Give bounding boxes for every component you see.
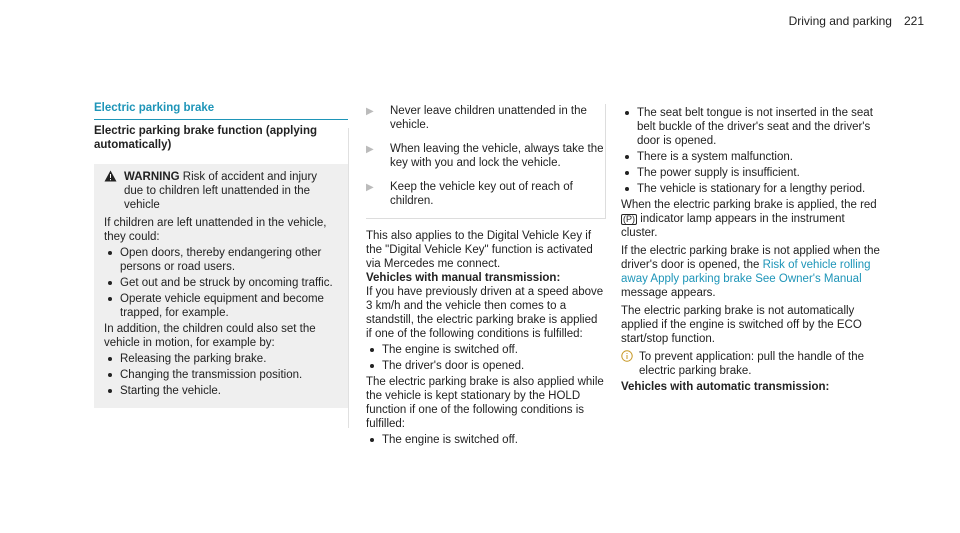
warning-box xyxy=(94,164,348,408)
warning-list-2 xyxy=(104,352,338,398)
text: indicator lamp appears in the instrument cluster. xyxy=(621,213,845,239)
step-text: Keep the vehicle key out of reach of children. xyxy=(390,181,573,207)
paragraph: The electric parking brake is also applied while the vehicle is kept stationary by the HOLD function if one of the following conditions is fulfilled: xyxy=(366,376,604,430)
list-item: The driver's door is opened. xyxy=(366,359,606,373)
warning-intro: If children are left unattended in the vehicle, they could: xyxy=(104,217,327,243)
text: When the electric parking brake is applied, the red xyxy=(621,199,877,211)
display-message-text: Risk of vehicle rolling away Apply parking brake See Owner's Manual xyxy=(621,259,871,285)
text: If the electric parking brake is not applied when the driver's door is opened, the xyxy=(621,245,880,271)
section-title: Electric parking brake xyxy=(94,102,215,114)
list-item: Open doors, thereby endangering other persons or road users. xyxy=(104,246,338,274)
subheading: Electric parking brake function (applying automatically) xyxy=(94,125,318,151)
list-item: The seat belt tongue is not inserted in the seat belt buckle of the driver's seat and the driver's door is opened. xyxy=(621,106,883,148)
list-item: The engine is switched off. xyxy=(366,343,606,357)
column-divider xyxy=(348,128,349,428)
step-text: When leaving the vehicle, always take the key with you and lock the vehicle. xyxy=(390,143,604,169)
list-item: Get out and be struck by oncoming traffic. xyxy=(104,276,338,290)
warning-label: WARNING xyxy=(124,171,180,183)
step-arrow-icon: ▶ xyxy=(366,106,374,117)
warning-text: Risk of accident and injury due to children left unattended in the vehicle xyxy=(124,171,318,211)
paragraph: This also applies to the Digital Vehicle Key if the "Digital Vehicle Key" function is activated via Mercedes me connect. xyxy=(366,230,593,270)
warning-triangle-icon xyxy=(104,170,124,186)
list-item: The power supply is insufficient. xyxy=(621,166,883,180)
column-3 xyxy=(621,104,883,394)
paragraph xyxy=(621,244,883,300)
page-header xyxy=(789,14,924,28)
warning-heading xyxy=(124,170,338,212)
list-item: Starting the vehicle. xyxy=(104,384,338,398)
paragraph: The electric parking brake is not automatically applied if the engine is switched off by the ECO start/stop function. xyxy=(621,305,862,345)
paragraph xyxy=(621,198,883,240)
list-item: There is a system malfunction. xyxy=(621,150,883,164)
text: message appears. xyxy=(621,287,716,299)
bold-heading: Vehicles with automatic transmission: xyxy=(621,381,830,393)
step-arrow-icon: ▶ xyxy=(366,144,374,155)
conditions-list xyxy=(621,106,883,196)
warning-para-2: In addition, the children could also set the vehicle in motion, for example by: xyxy=(104,323,316,349)
list-item: Operate vehicle equipment and become trapped, for example. xyxy=(104,292,338,320)
list-item: The vehicle is stationary for a lengthy period. xyxy=(621,182,883,196)
parking-brake-icon: (P) xyxy=(623,214,635,224)
column-1 xyxy=(94,120,348,408)
list-item: The engine is switched off. xyxy=(366,433,606,447)
warning-list-1 xyxy=(104,246,338,320)
paragraph: If you have previously driven at a speed above 3 km/h and the vehicle then comes to a standstill, the electric parking brake is applied if one of the following conditions is fulfilled: xyxy=(366,286,604,340)
info-icon xyxy=(621,350,639,378)
step xyxy=(366,104,605,132)
conditions-list xyxy=(366,343,606,373)
step xyxy=(366,142,605,170)
page-number: 221 xyxy=(903,14,924,28)
list-item: Releasing the parking brake. xyxy=(104,352,338,366)
list-item: Changing the transmission position. xyxy=(104,368,338,382)
section-name: Driving and parking xyxy=(788,14,892,28)
note-text: To prevent application: pull the handle of the electric parking brake. xyxy=(639,351,865,377)
step xyxy=(366,180,605,208)
conditions-list-2 xyxy=(366,433,606,447)
step-arrow-icon: ▶ xyxy=(366,182,374,193)
bold-heading: Vehicles with manual transmission: xyxy=(366,272,561,284)
note xyxy=(621,350,883,378)
column-2 xyxy=(366,104,606,449)
step-text: Never leave children unattended in the vehicle. xyxy=(390,105,587,131)
action-steps xyxy=(366,104,606,219)
